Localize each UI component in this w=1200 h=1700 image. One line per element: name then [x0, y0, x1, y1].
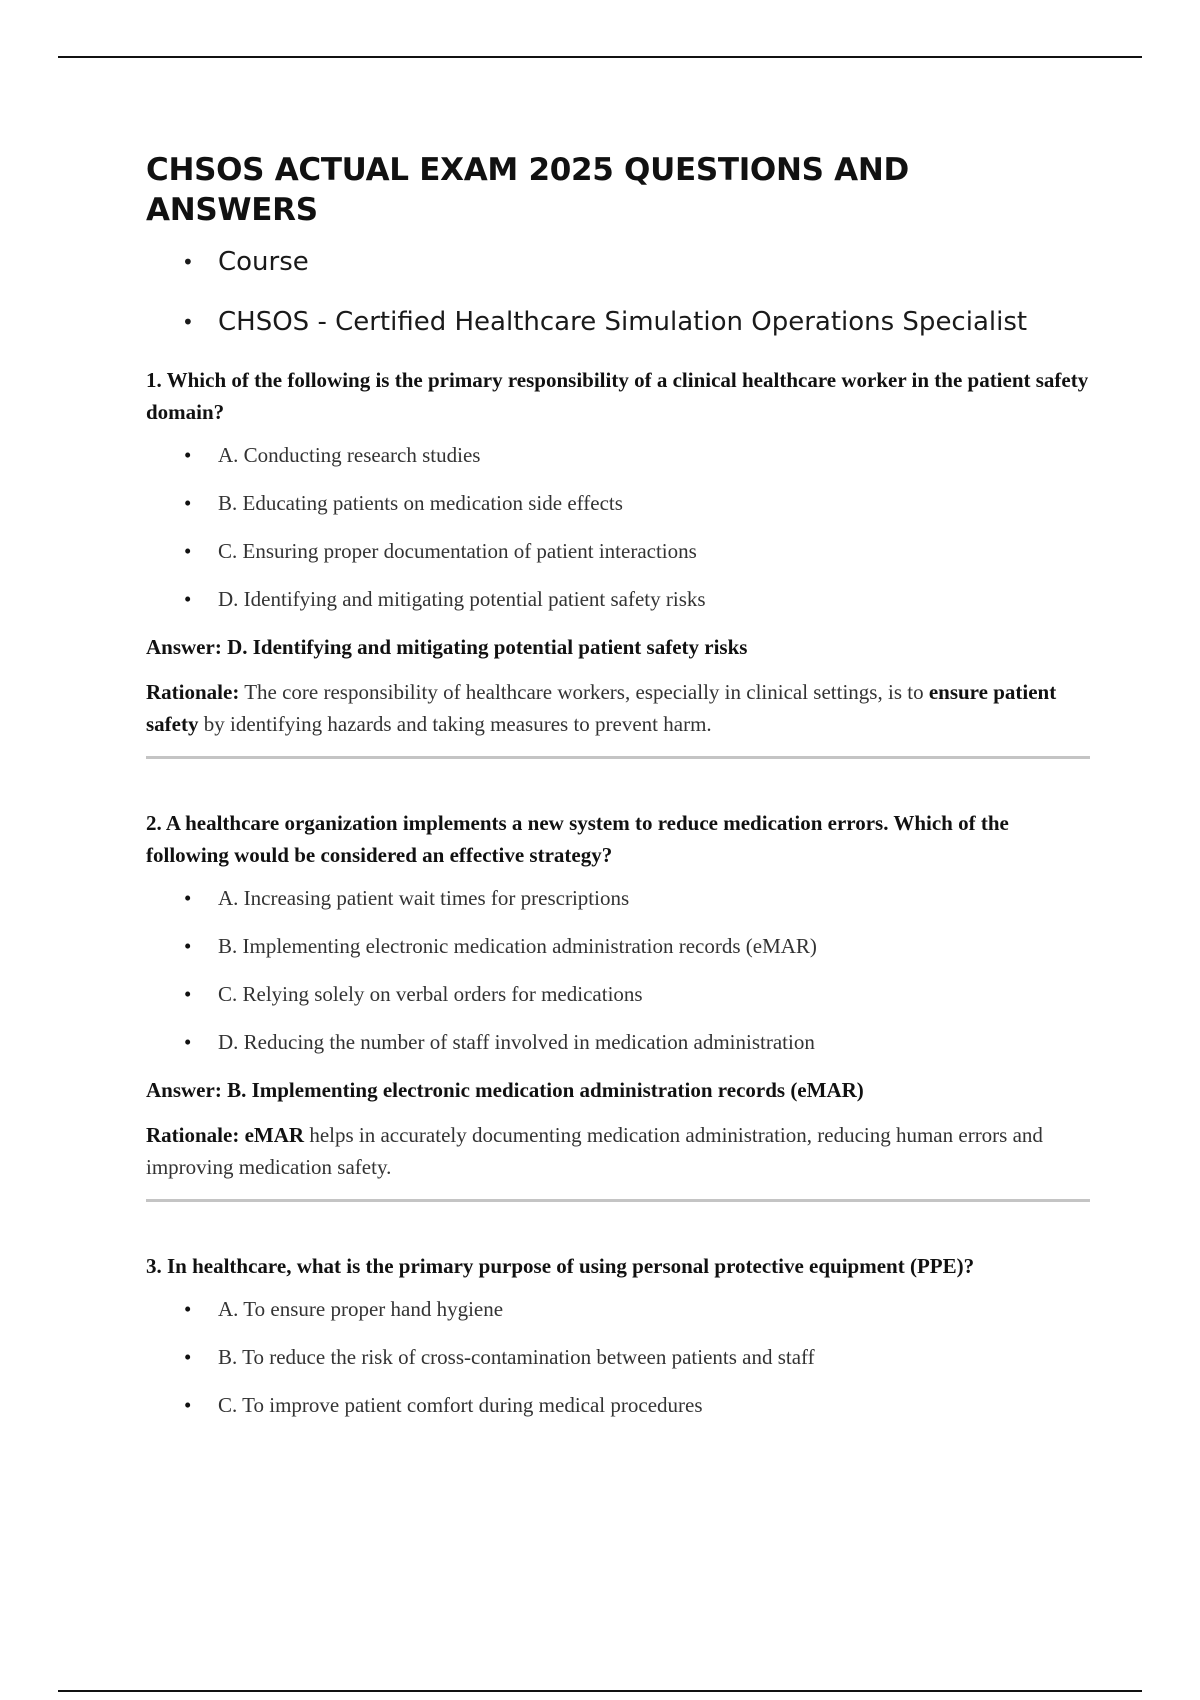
question-block-2	[146, 807, 1090, 1202]
course-meta-list	[146, 244, 1090, 340]
rationale-body-end: by identifying hazards and taking measures to prevent harm.	[198, 712, 712, 736]
rationale-body: The core responsibility of healthcare workers, especially in clinical settings, is to	[239, 680, 929, 704]
header-rule	[58, 56, 1142, 58]
section-divider	[146, 1199, 1090, 1202]
answer-text: Answer: B. Implementing electronic medication administration records (eMAR)	[146, 1078, 864, 1102]
section-divider	[146, 756, 1090, 759]
course-label: • Course	[146, 244, 1090, 280]
rationale-text	[146, 676, 1090, 740]
option-c: • C. Ensuring proper documentation of patient interactions	[146, 536, 1090, 566]
rationale-emphasis: eMAR	[239, 1123, 305, 1147]
option-a: • A. Increasing patient wait times for prescriptions	[146, 883, 1090, 913]
rationale-text	[146, 1119, 1090, 1183]
question-text: 1. Which of the following is the primary responsibility of a clinical healthcare worker in the patient safety domain?	[146, 368, 1089, 424]
option-c: • C. To improve patient comfort during medical procedures	[146, 1390, 1090, 1420]
rationale-emphasis: ensure patient safety	[146, 680, 1057, 736]
option-b: • B. Educating patients on medication side effects	[146, 488, 1090, 518]
footer-rule	[58, 1690, 1142, 1692]
options-list	[146, 1294, 1090, 1420]
option-d: • D. Identifying and mitigating potential patient safety risks	[146, 584, 1090, 614]
question-block-1	[146, 364, 1090, 759]
document-page	[146, 150, 1090, 1438]
question-block-3	[146, 1250, 1090, 1420]
option-d: • D. Reducing the number of staff involved in medication administration	[146, 1027, 1090, 1057]
option-a: • A. To ensure proper hand hygiene	[146, 1294, 1090, 1324]
option-c: • C. Relying solely on verbal orders for medications	[146, 979, 1090, 1009]
option-a: • A. Conducting research studies	[146, 440, 1090, 470]
document-title: CHSOS ACTUAL EXAM 2025 QUESTIONS AND ANSWERS	[146, 152, 909, 228]
rationale-label: Rationale:	[146, 680, 240, 704]
answer-text: Answer: D. Identifying and mitigating potential patient safety risks	[146, 635, 748, 659]
question-text: 2. A healthcare organization implements a new system to reduce medication errors. Which of the following would be considered an effective strategy?	[146, 811, 1009, 867]
options-list	[146, 883, 1090, 1057]
option-b: • B. To reduce the risk of cross-contamination between patients and staff	[146, 1342, 1090, 1372]
question-text: 3. In healthcare, what is the primary purpose of using personal protective equipment (PPE)?	[146, 1254, 975, 1278]
course-name: • CHSOS - Certified Healthcare Simulation Operations Specialist	[146, 304, 1090, 340]
rationale-label: Rationale:	[146, 1123, 240, 1147]
options-list	[146, 440, 1090, 614]
rationale-body-end: helps in accurately documenting medication administration, reducing human errors and improving medication safety.	[146, 1123, 1043, 1179]
option-b: • B. Implementing electronic medication administration records (eMAR)	[146, 931, 1090, 961]
